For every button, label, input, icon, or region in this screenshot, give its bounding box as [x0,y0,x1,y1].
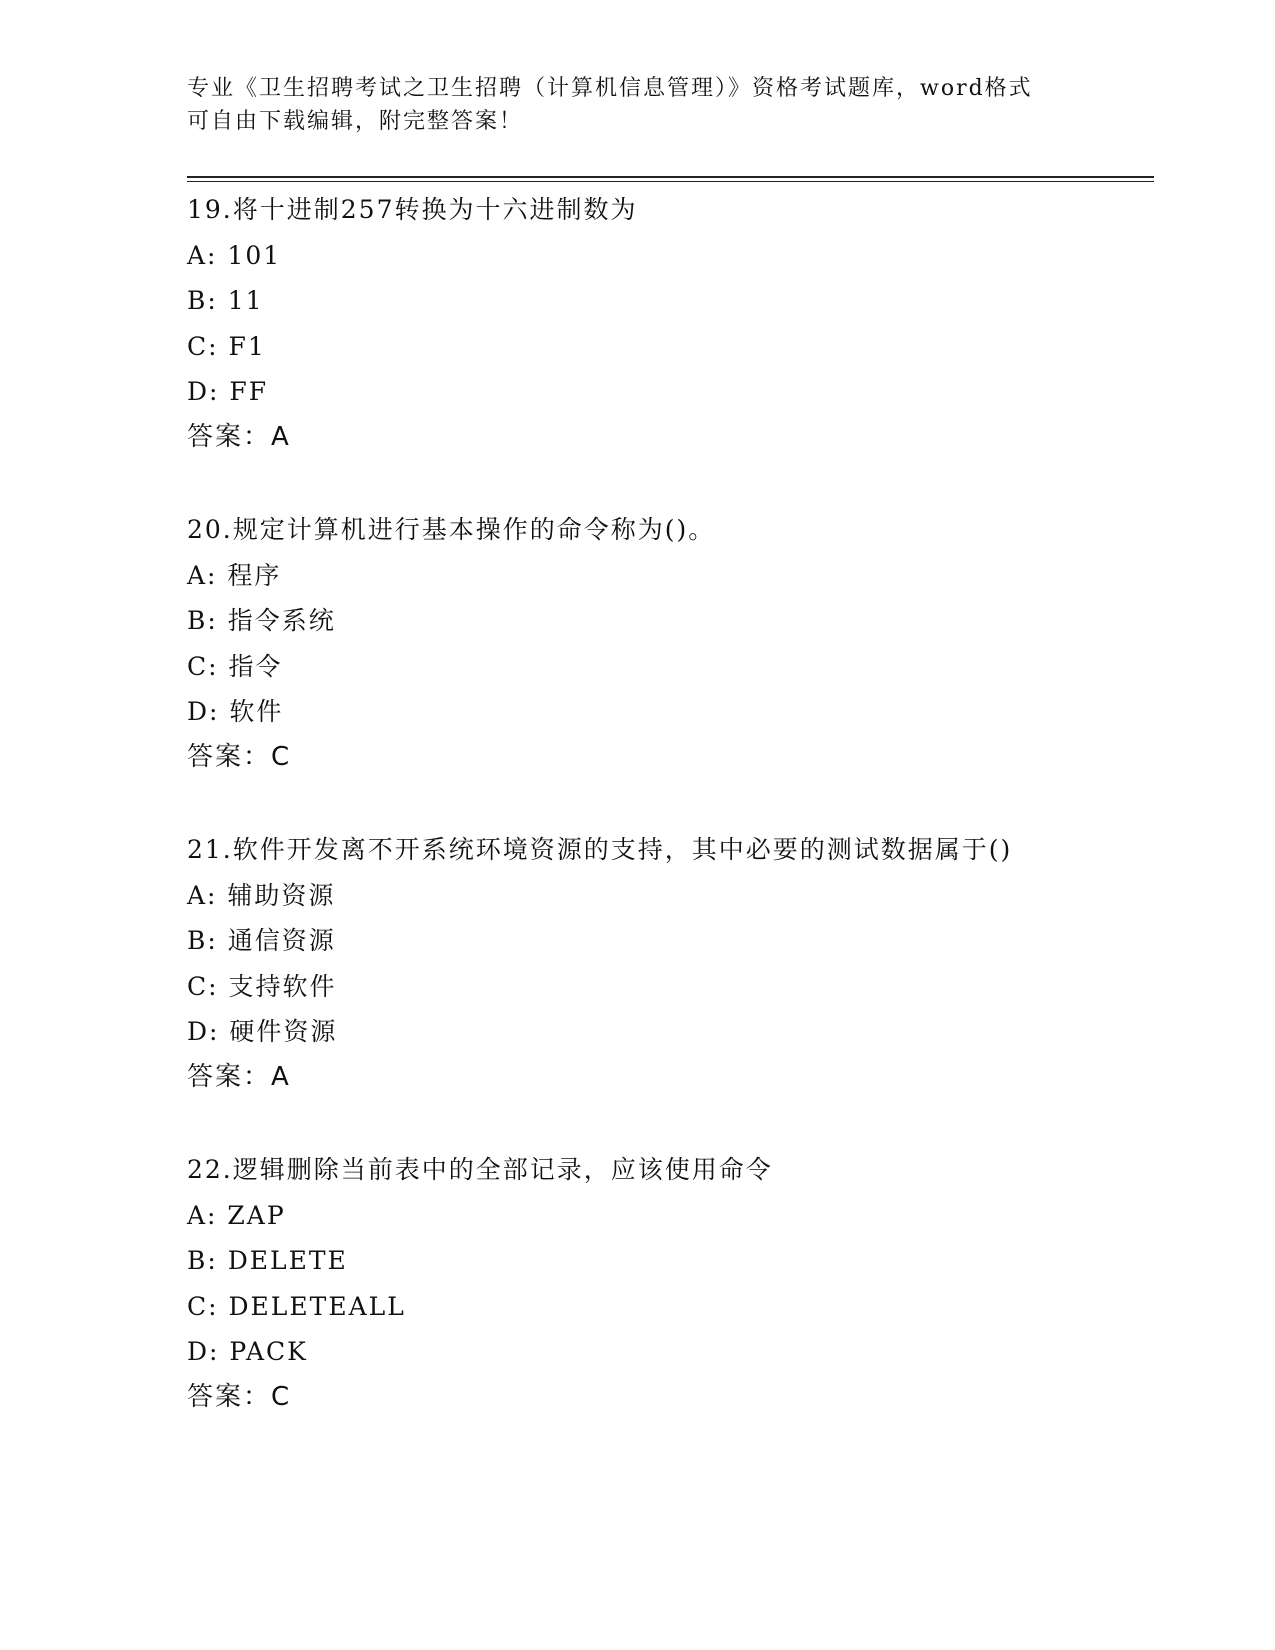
header-line-2: 可自由下载编辑，附完整答案！ [187,109,524,134]
header-line-1: 专业《卫生招聘考试之卫生招聘（计算机信息管理）》资格考试题库，word格式 [187,76,1033,101]
answer-line: 答案：C [187,741,292,772]
option-c: C: DELETEALL [187,1291,406,1321]
question-19 [187,187,1154,460]
option-b: B: 通信资源 [187,926,336,955]
option-c: C: 支持软件 [187,971,337,1001]
question-20 [187,507,1154,780]
question-stem: 22.逻辑删除当前表中的全部记录，应该使用命令 [187,1155,773,1184]
question-22 [187,1147,1154,1420]
question-stem: 20.规定计算机进行基本操作的命令称为()。 [187,515,716,544]
header-divider-thin [187,181,1154,182]
option-b: B: DELETE [187,1246,348,1275]
question-stem: 19.将十进制257转换为十六进制数为 [187,195,638,224]
option-b: B: 11 [187,286,264,315]
option-d: D: 硬件资源 [187,1017,338,1046]
document-header [187,72,1087,138]
header-divider-thick [187,176,1154,178]
option-a: A: 程序 [187,560,282,590]
option-d: D: 软件 [187,697,284,726]
question-21 [187,827,1154,1100]
question-stem: 21.软件开发离不开系统环境资源的支持，其中必要的测试数据属于() [187,835,1013,864]
option-d: D: PACK [187,1337,308,1366]
option-a: A: 辅助资源 [187,880,336,910]
option-a: A: ZAP [187,1200,286,1230]
answer-line: 答案：C [187,1381,292,1412]
option-c: C: F1 [187,331,266,361]
answer-line: 答案：A [187,421,291,452]
option-a: A: 101 [187,240,282,270]
answer-line: 答案：A [187,1061,291,1092]
option-d: D: FF [187,377,269,406]
option-b: B: 指令系统 [187,606,336,635]
question-list [187,187,1154,1467]
option-c: C: 指令 [187,651,283,681]
